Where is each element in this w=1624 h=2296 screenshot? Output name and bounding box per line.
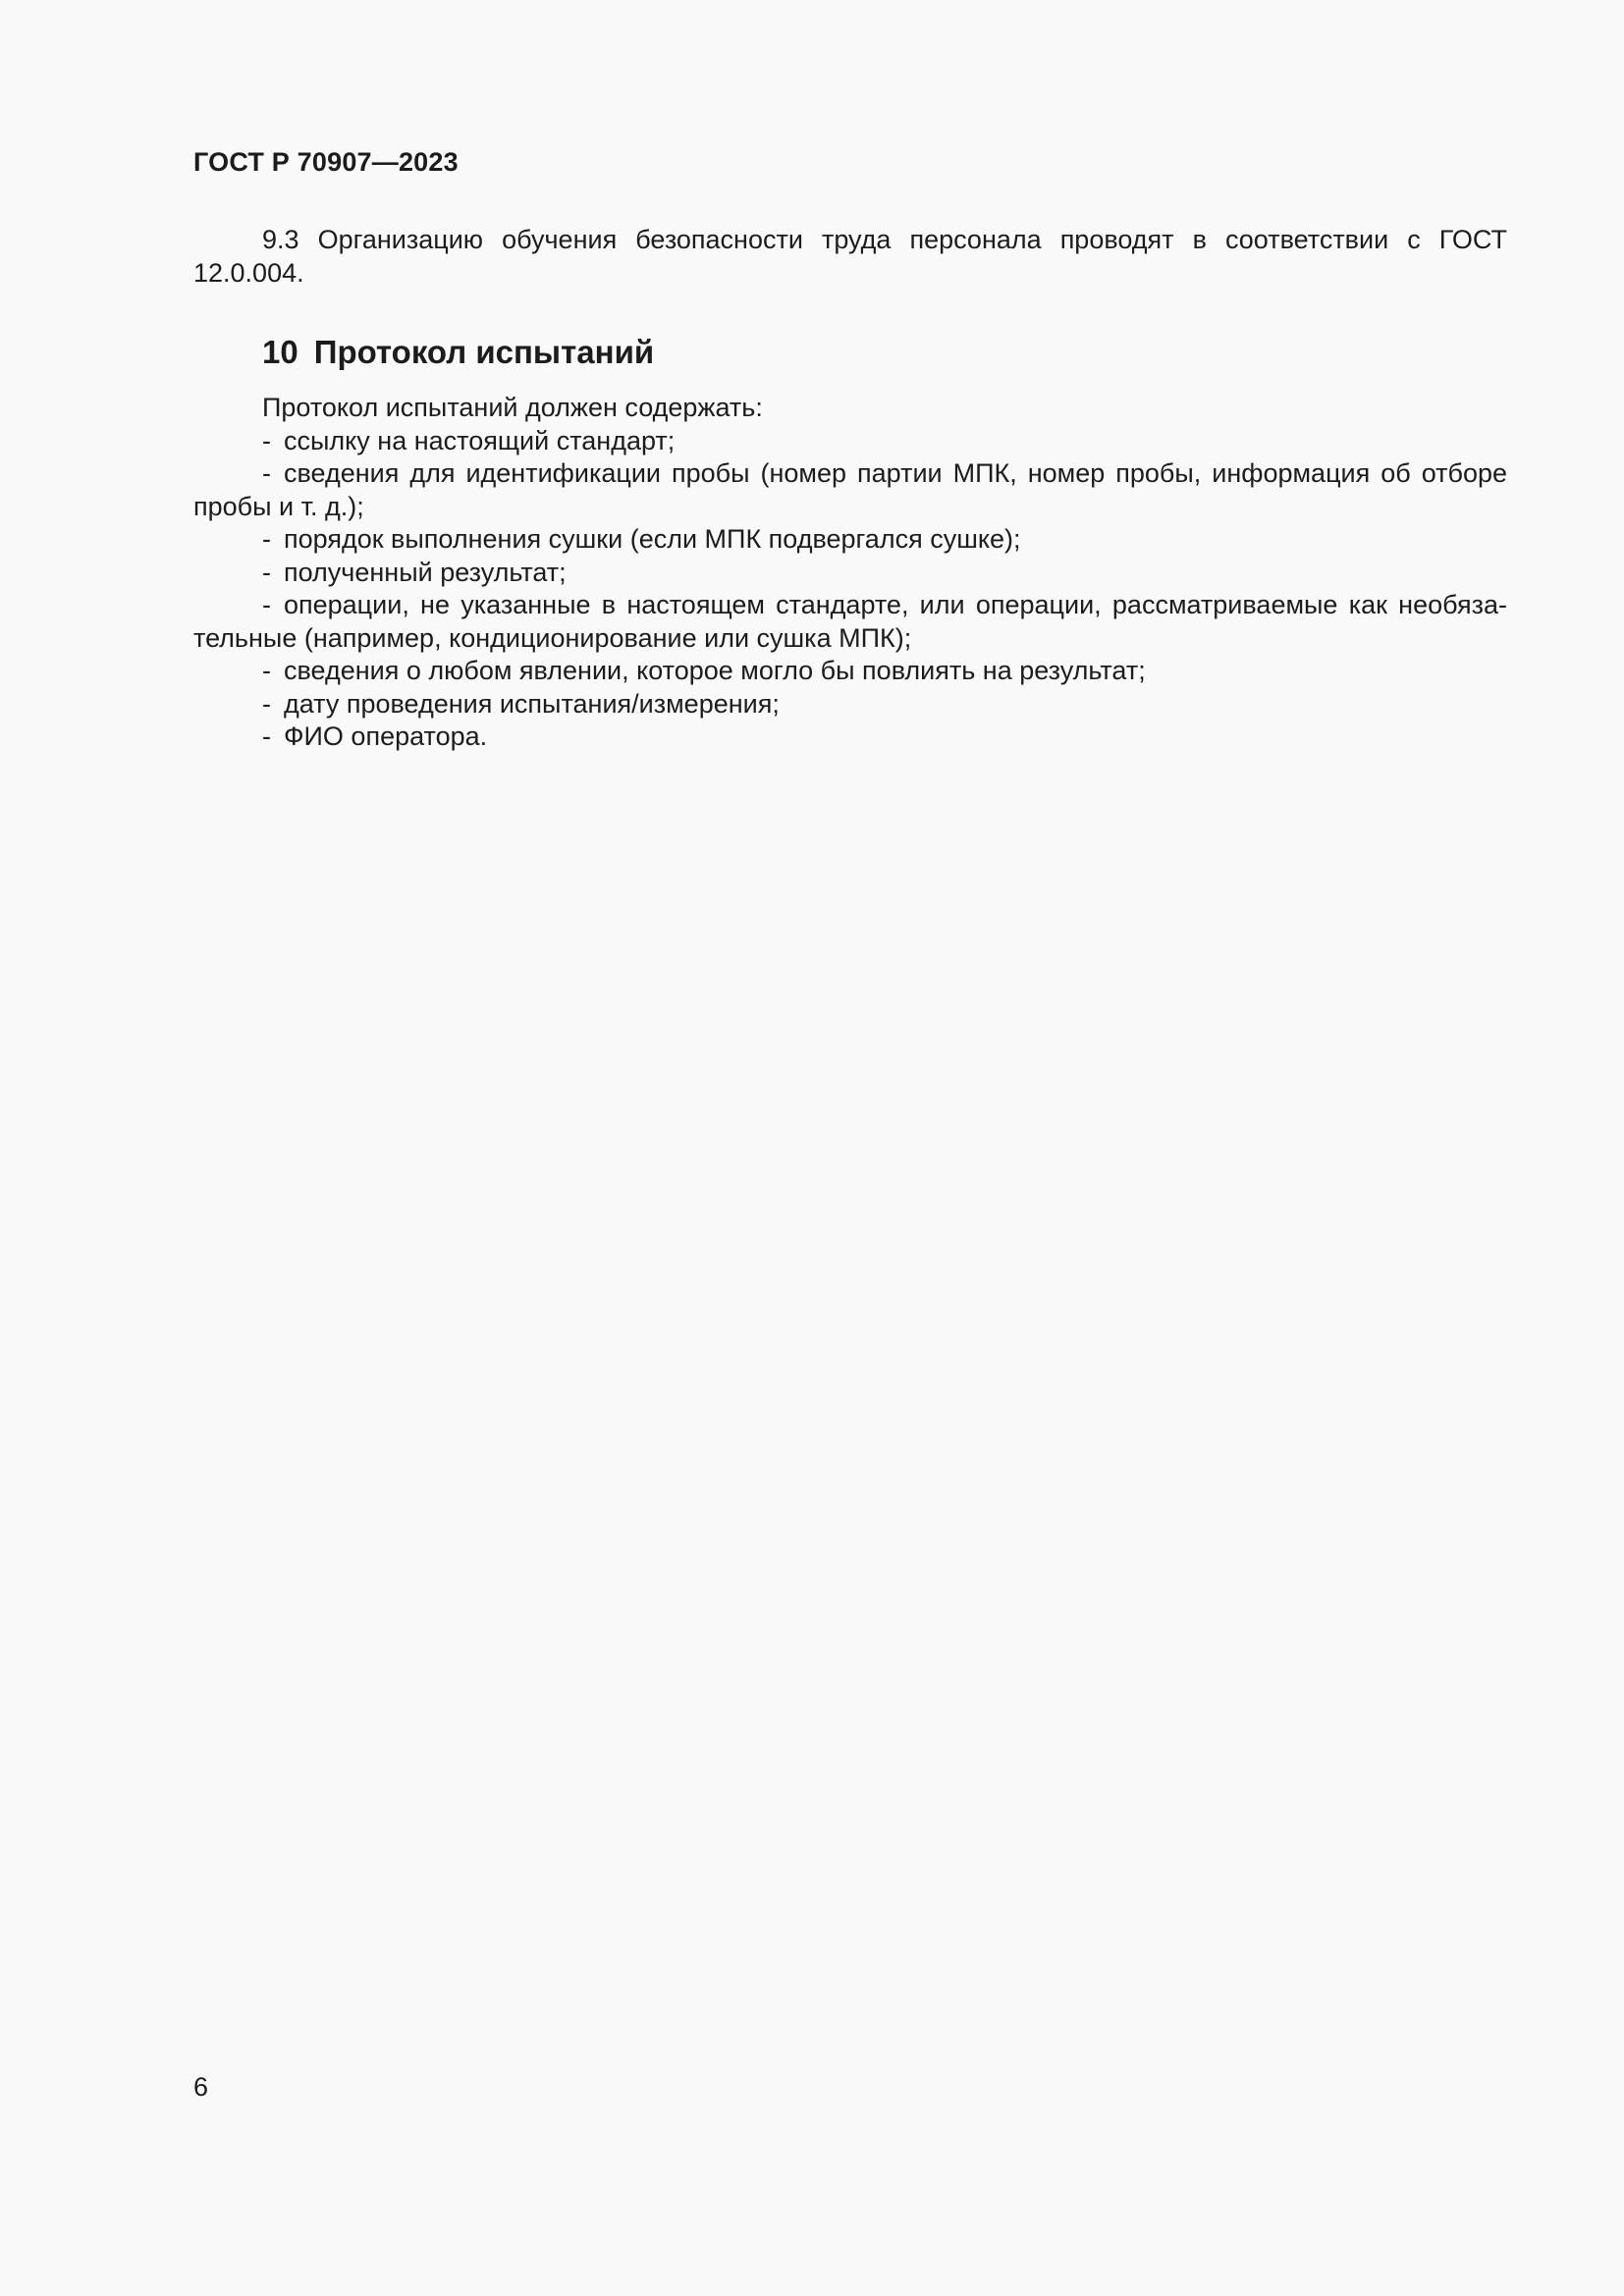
list-item-text: полученный результат; xyxy=(284,557,567,587)
list-item xyxy=(193,523,1507,557)
section-intro: Протокол испытаний должен содержать: xyxy=(262,393,763,422)
list-item xyxy=(193,557,1507,590)
list-item-text: ФИО оператора. xyxy=(284,721,488,751)
list-item xyxy=(193,425,1507,458)
document-code-header: ГОСТ Р 70907—2023 xyxy=(193,147,459,177)
list-item xyxy=(193,457,1507,523)
list-item-text: дату проведения испытания/измерения; xyxy=(284,688,780,719)
list-dash: - xyxy=(262,458,271,488)
list-item-text: операции, не указанные в настоящем стандарте, или операции, рассматриваемые как необяза-тельные (например, кондиционирование или сушка МПК); xyxy=(193,590,1507,653)
list-item-text: сведения о любом явлении, которое могло бы повлиять на результат; xyxy=(284,656,1146,685)
list-item-text: ссылку на настоящий стандарт; xyxy=(284,425,676,455)
list-item xyxy=(193,589,1507,655)
paragraph-9-3: 9.3 Организацию обучения безопасности труда персонала проводят в соответствии с ГОСТ 12.0.004. xyxy=(193,225,1507,288)
list-dash: - xyxy=(262,557,271,587)
list-item-text: сведения для идентификации пробы (номер партии МПК, номер пробы, информация об отборе пробы и т. д.); xyxy=(193,458,1507,521)
list-dash: - xyxy=(262,656,271,685)
list-dash: - xyxy=(262,688,271,719)
list-item xyxy=(193,721,1507,754)
list-item-text: порядок выполнения сушки (если МПК подвергался сушке); xyxy=(284,524,1021,554)
list-item xyxy=(193,688,1507,721)
section-title: Протокол испытаний xyxy=(313,334,655,370)
list-item xyxy=(193,655,1507,688)
protocol-requirements-list xyxy=(193,425,1507,754)
page-content xyxy=(193,224,1507,754)
section-heading xyxy=(193,333,1507,372)
section-number: 10 xyxy=(262,334,298,370)
list-dash: - xyxy=(262,425,271,455)
list-dash: - xyxy=(262,721,271,751)
list-dash: - xyxy=(262,590,271,619)
page-number: 6 xyxy=(193,2072,209,2102)
list-dash: - xyxy=(262,524,271,554)
